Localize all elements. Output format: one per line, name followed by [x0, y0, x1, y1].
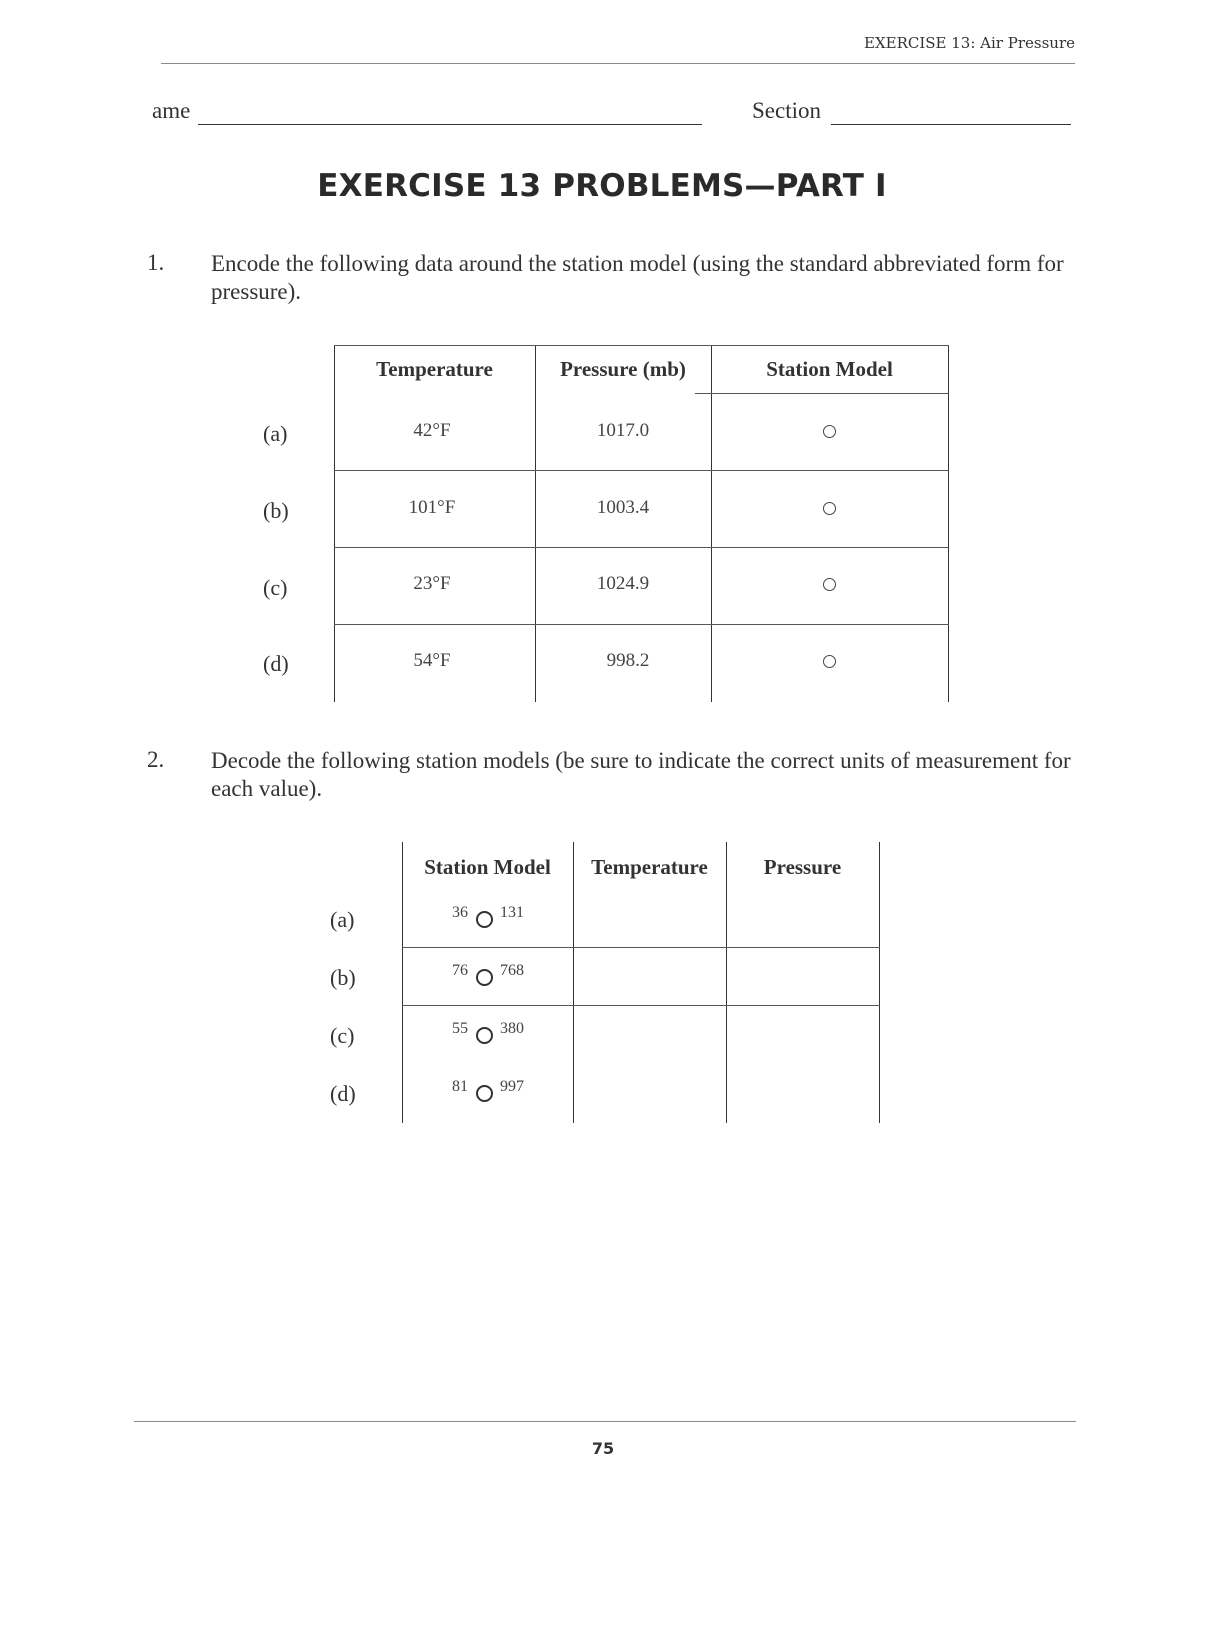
table1-row-label: (c)	[263, 575, 288, 600]
table2-header-temperature: Temperature	[591, 855, 708, 879]
name-label: ame	[152, 98, 191, 123]
table1-header-station-model: Station Model	[766, 357, 893, 381]
station-circle-icon	[823, 502, 836, 515]
name-field-line[interactable]	[198, 124, 702, 125]
station-circle-icon	[476, 969, 493, 986]
station-temp-code: 81	[452, 1078, 468, 1095]
station-circle-icon	[476, 911, 493, 928]
table1-temperature-cell: 23°F	[413, 573, 451, 594]
table1-row-label: (d)	[263, 651, 289, 676]
table1-border-left	[334, 345, 335, 702]
table1-row-divider	[334, 624, 949, 625]
table1-divider-1	[535, 345, 536, 702]
table1-pressure-cell: 1024.9	[596, 573, 650, 594]
page-number: 75	[591, 1439, 615, 1458]
station-circle-icon	[823, 655, 836, 668]
table1-temperature-cell: 42°F	[413, 420, 451, 441]
table1-header-pressure: Pressure (mb)	[560, 357, 686, 381]
table1-pressure-cell: 998.2	[606, 650, 650, 671]
table1-top-border-right	[711, 345, 949, 346]
table1-temperature-cell: 101°F	[408, 497, 456, 518]
table1-row-label: (b)	[263, 498, 289, 523]
footer-rule	[134, 1421, 1076, 1422]
running-header: EXERCISE 13: Air Pressure	[864, 34, 1075, 52]
table1-header-temperature: Temperature	[376, 357, 493, 381]
table2-row-label: (a)	[330, 907, 355, 932]
question-2-number: 2.	[147, 747, 165, 772]
table1-top-border	[334, 345, 711, 346]
table2-divider-2	[726, 842, 727, 1123]
page-title-text: EXERCISE 13 PROBLEMS—PART I	[317, 168, 887, 204]
table2-border-right	[879, 842, 880, 1123]
station-pressure-code: 380	[500, 1020, 524, 1037]
table1-pressure-cell: 1003.4	[596, 497, 650, 518]
table2-header-pressure: Pressure	[763, 855, 842, 879]
station-circle-icon	[476, 1027, 493, 1044]
table1-station-header-underline	[695, 393, 949, 394]
table2-header-station-model: Station Model	[424, 855, 551, 879]
table1-pressure-cell: 1017.0	[596, 420, 650, 441]
table2-row-label: (c)	[330, 1023, 355, 1048]
section-field-line[interactable]	[831, 124, 1071, 125]
station-temp-code: 36	[452, 904, 468, 921]
header-rule	[161, 63, 1075, 64]
station-circle-icon	[823, 425, 836, 438]
table2-row-divider	[402, 947, 880, 948]
table1-divider-2	[711, 345, 712, 702]
station-circle-icon	[476, 1085, 493, 1102]
station-pressure-code: 997	[500, 1078, 524, 1095]
table1-row-label: (a)	[263, 421, 288, 446]
station-circle-icon	[823, 578, 836, 591]
question-1-number: 1.	[147, 250, 165, 275]
question-2-text: Decode the following station models (be sure to indicate the correct units of measurement for each value).	[211, 748, 1071, 801]
station-pressure-code: 131	[500, 904, 524, 921]
section-label: Section	[752, 98, 821, 123]
table1-temperature-cell: 54°F	[413, 650, 451, 671]
table1-row-divider	[334, 547, 949, 548]
table1-row-divider	[334, 470, 949, 471]
table2-divider-1	[573, 842, 574, 1123]
station-temp-code: 55	[452, 1020, 468, 1037]
station-pressure-code: 768	[500, 962, 524, 979]
page-title	[0, 168, 1206, 204]
table2-row-label: (d)	[330, 1081, 356, 1106]
question-1-text: Encode the following data around the station model (using the standard abbreviated form for pressure).	[211, 251, 1064, 304]
table2-row-label: (b)	[330, 965, 356, 990]
table1-border-right	[948, 345, 949, 702]
table2-border-left	[402, 842, 403, 1123]
table2-row-divider	[402, 1005, 880, 1006]
station-temp-code: 76	[452, 962, 468, 979]
